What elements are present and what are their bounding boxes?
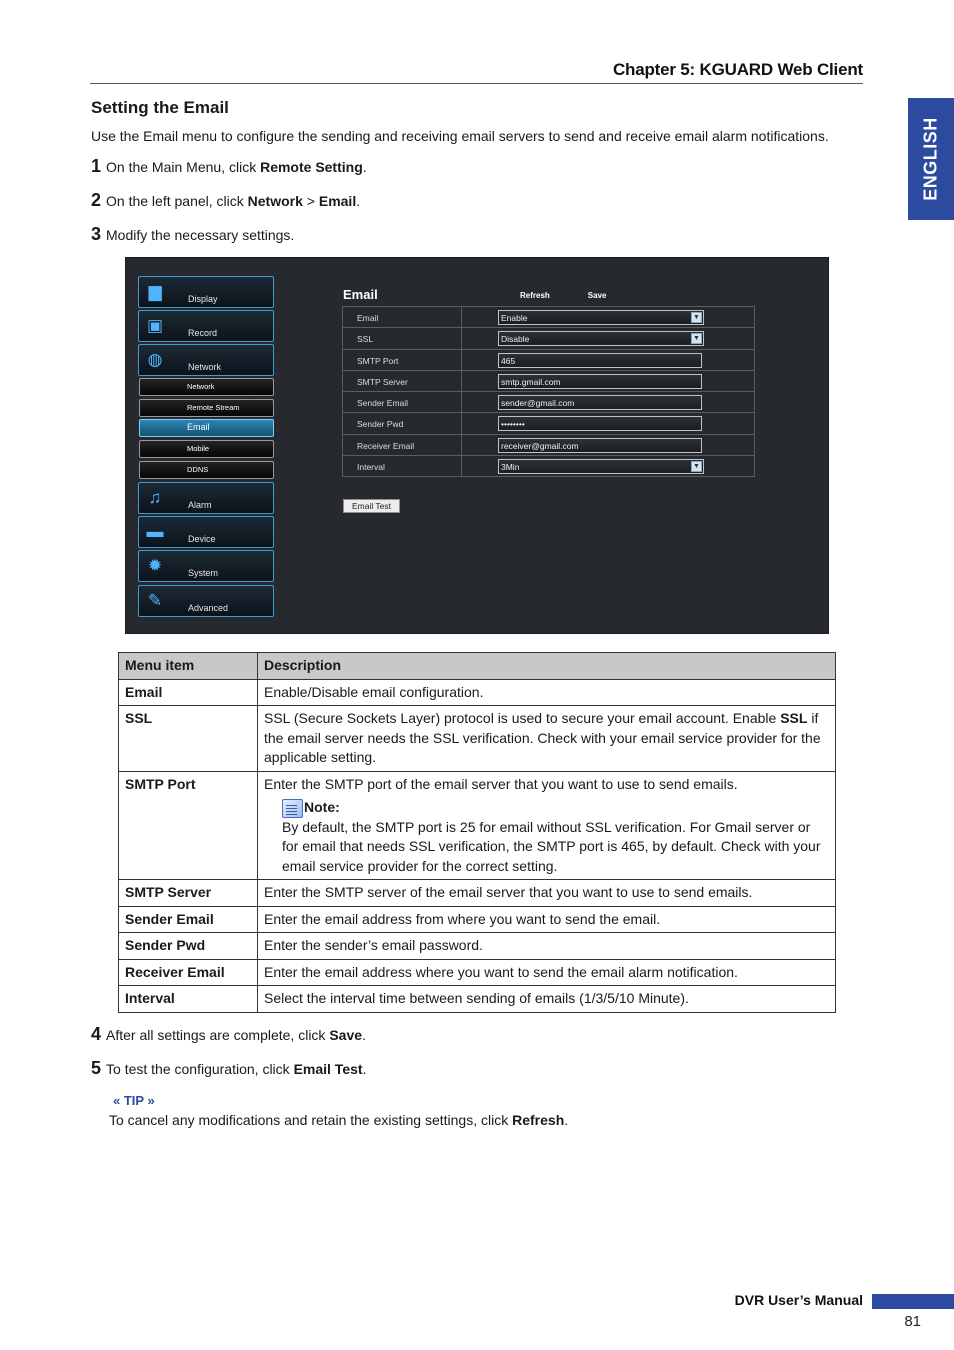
menu-display[interactable]: ▆ Display [138, 276, 274, 308]
menu-system[interactable]: ✹ System [138, 550, 274, 582]
email-form [342, 306, 755, 477]
section-title: Setting the Email [91, 98, 229, 117]
column-header: Description [258, 653, 836, 680]
record-icon: ▣ [146, 316, 164, 335]
footer-manual-title: DVR User’s Manual [734, 1292, 863, 1308]
menu-advanced[interactable]: ✎ Advanced [138, 585, 274, 617]
submenu-remote-stream[interactable]: Remote Stream [139, 399, 274, 417]
language-tab [908, 98, 954, 220]
table-row: Sender Pwd Enter the sender’s email password. [119, 933, 836, 960]
alarm-icon: ♫ [148, 488, 162, 507]
menu-network[interactable]: ◍ Network [138, 344, 274, 376]
device-icon: ▬ [146, 522, 164, 541]
form-row-smtp-port: SMTP Port 465 [343, 350, 754, 371]
table-header-row [119, 653, 836, 680]
menu-description-table [118, 652, 836, 1013]
sender-email-input[interactable]: sender@gmail.com [498, 395, 702, 410]
menu-record[interactable]: ▣ Record [138, 310, 274, 342]
table-row: SSL SSL (Secure Sockets Layer) protocol is used to secure your email account. Enable SSL if the email server needs the SSL verification. Check with your email service provider for the applicable setting. [119, 706, 836, 772]
submenu-email[interactable]: Email [139, 419, 274, 437]
step-number: 1 [91, 156, 102, 176]
step-number: 5 [91, 1058, 102, 1078]
form-row-email: Email Enable ▼ [343, 307, 754, 328]
chevron-down-icon: ▼ [691, 333, 702, 344]
step-text: To test the configuration, click Email Test. [106, 1061, 367, 1077]
tip-text: To cancel any modifications and retain the existing settings, click Refresh. [109, 1112, 569, 1128]
step-text: Modify the necessary settings. [106, 227, 295, 243]
smtp-port-input[interactable]: 465 [498, 353, 702, 368]
submenu-ddns[interactable]: DDNS [139, 461, 274, 479]
step-4 [91, 1024, 366, 1045]
form-row-sender-email: Sender Email sender@gmail.com [343, 392, 754, 413]
network-icon: ◍ [147, 350, 163, 369]
tools-icon: ✎ [147, 591, 163, 610]
language-tab-label: ENGLISH [920, 117, 941, 201]
receiver-email-input[interactable]: receiver@gmail.com [498, 438, 702, 453]
smtp-server-input[interactable]: smtp.gmail.com [498, 374, 702, 389]
tip-title: « TIP » [113, 1093, 155, 1108]
chevron-down-icon: ▼ [691, 312, 702, 323]
step-number: 3 [91, 224, 102, 244]
step-2 [91, 190, 360, 211]
step-text: After all settings are complete, click Save. [106, 1027, 366, 1043]
refresh-button[interactable]: Refresh [520, 291, 550, 300]
note-title: Note: [304, 799, 340, 815]
submenu-network[interactable]: Network [139, 378, 274, 396]
table-row: SMTP Port Enter the SMTP port of the email server that you want to use to send emails. Note: By default, the SMTP port is 25 for email without SSL verification. For Gmail server or for email that needs SSL verification, the SMTP port is 465, by default. Check with your email service provider for the correct setting. [119, 771, 836, 880]
table-row: Receiver Email Enter the email address where you want to send the email alarm notification. [119, 959, 836, 986]
header-divider [90, 83, 863, 84]
form-actions [520, 291, 606, 300]
chapter-title: Chapter 5: KGUARD Web Client [612, 60, 863, 79]
save-button[interactable]: Save [587, 291, 607, 300]
step-text: On the left panel, click Network > Email. [106, 193, 361, 209]
step-number: 4 [91, 1024, 102, 1044]
submenu-mobile[interactable]: Mobile [139, 440, 274, 458]
note-icon [282, 799, 303, 818]
form-row-sender-pwd: Sender Pwd •••••••• [343, 413, 754, 434]
page-number: 81 [904, 1313, 921, 1330]
form-row-receiver-email: Receiver Email receiver@gmail.com [343, 435, 754, 456]
table-row: Interval Select the interval time between sending of emails (1/3/5/10 Minute). [119, 986, 836, 1013]
email-enable-select[interactable]: Enable ▼ [498, 310, 704, 325]
table-row: Email Enable/Disable email configuration. [119, 679, 836, 706]
email-test-button[interactable]: Email Test [343, 499, 400, 513]
gear-icon: ✹ [147, 556, 163, 575]
chevron-down-icon: ▼ [691, 461, 702, 472]
footer-accent-bar [872, 1294, 954, 1309]
step-text: On the Main Menu, click Remote Setting. [106, 159, 367, 175]
form-row-ssl: SSL Disable ▼ [343, 328, 754, 349]
form-row-smtp-server: SMTP Server smtp.gmail.com [343, 371, 754, 392]
note-box [282, 798, 829, 876]
table-row: Sender Email Enter the email address from where you want to send the email. [119, 906, 836, 933]
intro-text: Use the Email menu to configure the sending and receiving email servers to send and receive email alarm notifications. [91, 128, 829, 144]
step-5 [91, 1058, 366, 1079]
step-3 [91, 224, 294, 245]
interval-select[interactable]: 3Min ▼ [498, 459, 704, 474]
step-number: 2 [91, 190, 102, 210]
monitor-icon: ▆ [148, 282, 162, 301]
menu-device[interactable]: ▬ Device [138, 516, 274, 548]
ssl-select[interactable]: Disable ▼ [498, 331, 704, 346]
form-row-interval: Interval 3Min ▼ [343, 456, 754, 477]
menu-alarm[interactable]: ♫ Alarm [138, 482, 274, 514]
email-settings-screenshot [125, 257, 829, 634]
sender-pwd-input[interactable]: •••••••• [498, 416, 702, 431]
step-1 [91, 156, 367, 177]
column-header: Menu item [119, 653, 258, 680]
note-text: By default, the SMTP port is 25 for email without SSL verification. For Gmail server or for email that needs SSL verification, the SMTP port is 465, by default. Check with your email service provider for the correct setting. [282, 818, 821, 874]
form-title: Email [343, 287, 378, 302]
table-row: SMTP Server Enter the SMTP server of the email server that you want to use to send emails. [119, 880, 836, 907]
